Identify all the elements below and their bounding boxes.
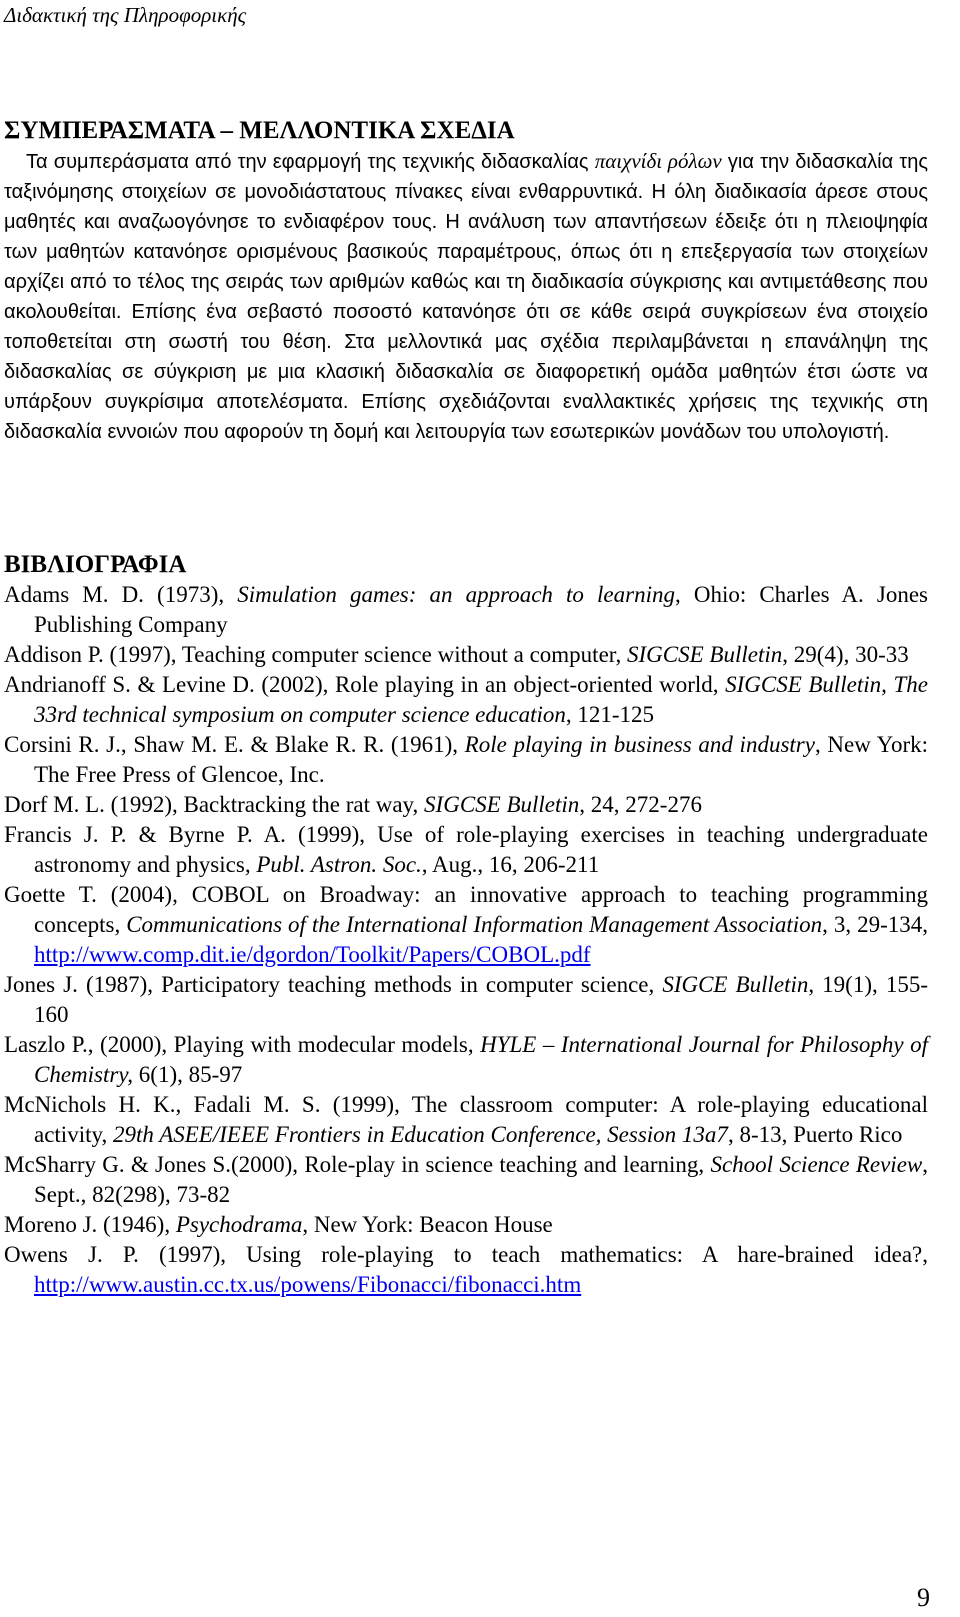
- ref-text-end: , New York: The Free Press of Glencoe, Inc.: [34, 732, 928, 787]
- ref-text-end: , New York: Beacon House: [302, 1212, 553, 1237]
- ref-italic: SIGCSE Bulletin: [627, 642, 783, 667]
- ref-text-end: , Aug., 16, 206-211: [421, 852, 600, 877]
- reference-item: [4, 970, 928, 1030]
- ref-italic: Simulation games: an approach to learning: [237, 582, 675, 607]
- ref-text-end: , 121-125: [565, 702, 655, 727]
- reference-item: [4, 820, 928, 880]
- running-header: Διδακτική της Πληροφορικής: [4, 3, 247, 27]
- reference-item: [4, 640, 928, 670]
- ref-text-end: , 29(4), 30-33: [782, 642, 909, 667]
- ref-text-end: , Sept., 82(298), 73-82: [34, 1152, 928, 1207]
- ref-text: Andrianoff S. & Levine D. (2002), Role playing in an object-oriented world,: [4, 672, 726, 697]
- reference-item: [4, 1090, 928, 1150]
- ref-text: McNichols H. K., Fadali M. S. (1999), The classroom computer: A role-playing educational activity,: [4, 1092, 928, 1147]
- ref-text: Francis J. P. & Byrne P. A. (1999), Use of role-playing exercises in teaching undergraduate astronomy and physics: [4, 822, 928, 877]
- bibliography-section: [4, 550, 928, 1300]
- reference-item: [4, 730, 928, 790]
- ref-italic: HYLE – International Journal for Philosophy of Chemistry,: [34, 1032, 928, 1087]
- conclusions-section: [4, 116, 928, 447]
- conclusions-text-1: Τα συμπεράσματα από την εφαρμογή της τεχνικής διδασκαλίας: [26, 151, 595, 173]
- ref-italic: Communications of the International Information Management Association: [126, 912, 823, 937]
- ref-text: Dorf M. L. (1992), Backtracking the rat way,: [4, 792, 425, 817]
- ref-text: Laszlo P., (2000), Playing with modecular models,: [4, 1032, 481, 1057]
- ref-text-end: , 3, 29-134,: [822, 912, 928, 937]
- ref-text: Addison P. (1997), Teaching computer science without a computer,: [4, 642, 628, 667]
- ref-text: Corsini R. J., Shaw M. E. & Blake R. R. (1961),: [4, 732, 465, 757]
- ref-italic: SIGCE Bulletin: [662, 972, 809, 997]
- reference-item: [4, 1030, 928, 1090]
- reference-item: [4, 790, 928, 820]
- ref-text: Moreno J. (1946),: [4, 1212, 176, 1237]
- conclusions-italic-term: παιχνίδι ρόλων: [594, 149, 722, 173]
- ref-text: McSharry G. & Jones S.(2000), Role-play in science teaching and learning,: [4, 1152, 711, 1177]
- ref-link[interactable]: http://www.comp.dit.ie/dgordon/Toolkit/Papers/COBOL.pdf: [34, 942, 591, 967]
- ref-text-end: , 19(1), 155-160: [34, 972, 928, 1027]
- reference-item: [4, 670, 928, 730]
- ref-italic: SIGCSE Bulletin: [424, 792, 580, 817]
- ref-text-end: , 24, 272-276: [579, 792, 702, 817]
- ref-text: Jones J. (1987), Participatory teaching methods in computer science,: [4, 972, 663, 997]
- reference-item: [4, 880, 928, 970]
- ref-text-end: , 8-13, Puerto Rico: [727, 1122, 903, 1147]
- ref-text: Owens J. P. (1997), Using role-playing to teach mathematics: A hare-brained idea?,: [4, 1242, 928, 1267]
- ref-text: Adams M. D. (1973),: [4, 582, 238, 607]
- reference-list: [4, 580, 928, 1300]
- conclusions-text-2: για την διδασκαλία της ταξινόμησης στοιχείων σε μονοδιάστατους πίνακες είναι ενθαρρυντικά. Η όλη διαδικασία άρεσε στους μαθητές και αναζωογόνησε το ενδιαφέρον τους. Η ανάλυση των απαντήσεων έδειξε ότι η πλειοψηφία των μαθητών κατανόησε ορισμένους βασικούς παραμέτρους, όπως ότι η επεξεργασία των στοιχείων αρχίζει από το τέλος της σειράς των αριθμών καθώς και τη διαδικασία σύγκρισης και αντιμετάθεσης που ακολουθείται. Επίσης ένα σεβαστό ποσοστό κατανόησε ότι σε κάθε σειρά συγκρίσεων ένα στοιχείο τοποθετείται στη σωστή του θέση. Στα μελλοντικά μας σχέδια περιλαμβάνεται η επανάληψη της διδασκαλίας σε σύγκριση με μια κλασική διδασκαλία σε διαφορετική ομάδα μαθητών έτσι ώστε να υπάρξουν συγκρίσιμα αποτελέσματα. Επίσης σχεδιάζονται εναλλακτικές χρήσεις της τεχνικής στη διδασκαλία εννοιών που αφορούν τη δομή και λειτουργία των εσωτερικών μονάδων του υπολογιστή.: [4, 151, 928, 443]
- reference-item: [4, 1210, 928, 1240]
- conclusions-heading: ΣΥΜΠΕΡΑΣΜΑΤΑ – ΜΕΛΛΟΝΤΙΚΑ ΣΧΕΔΙΑ: [4, 117, 515, 144]
- ref-text-end: 6(1), 85-97: [133, 1062, 243, 1087]
- ref-italic: Psychodrama: [175, 1212, 303, 1237]
- ref-italic: , Publ. Astron. Soc.: [244, 852, 422, 877]
- page-number: 9: [917, 1583, 930, 1612]
- bibliography-heading: ΒΙΒΛΙΟΓΡΑΦΙΑ: [4, 551, 187, 578]
- ref-italic: School Science Review: [710, 1152, 923, 1177]
- reference-item: [4, 1240, 928, 1300]
- ref-italic: 29th ASEE/IEEE Frontiers in Education Conference, Session 13a7: [112, 1122, 728, 1147]
- ref-italic: SIGCSE Bulletin, The 33rd technical symposium on computer science education: [34, 672, 928, 727]
- reference-item: [4, 1150, 928, 1210]
- reference-item: [4, 580, 928, 640]
- ref-link[interactable]: http://www.austin.cc.tx.us/powens/Fibonacci/fibonacci.htm: [34, 1272, 582, 1297]
- ref-text: Goette T. (2004), COBOL on Broadway: an innovative approach to teaching programming concepts,: [4, 882, 928, 937]
- ref-text-end: , Ohio: Charles A. Jones Publishing Company: [34, 582, 929, 637]
- ref-italic: Role playing in business and industry: [464, 732, 815, 757]
- conclusions-paragraph: [4, 146, 928, 447]
